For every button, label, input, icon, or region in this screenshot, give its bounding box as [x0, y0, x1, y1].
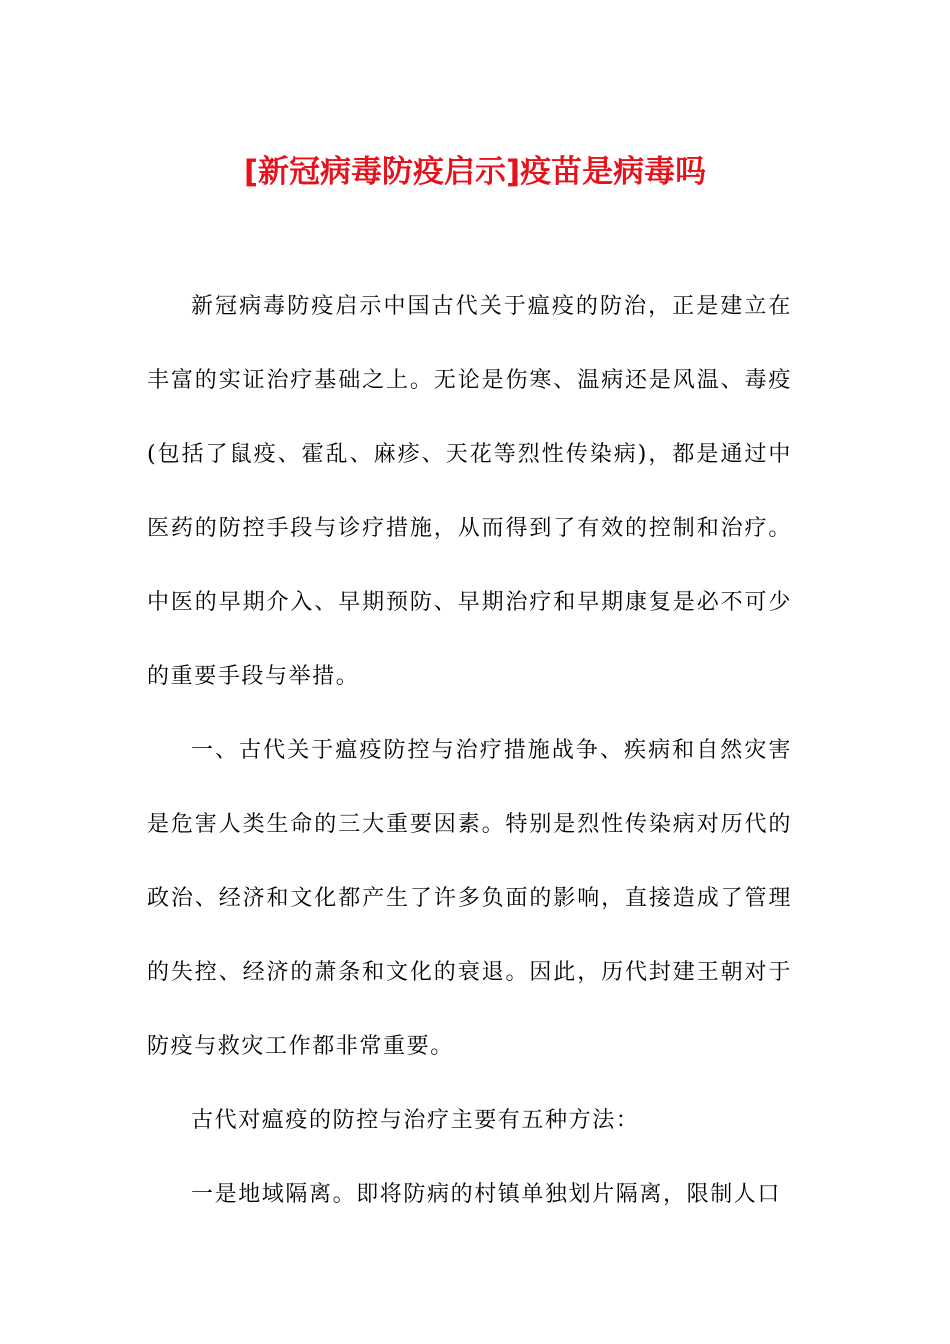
paragraph: 古代对瘟疫的防控与治疗主要有五种方法：	[191, 1108, 640, 1133]
paragraph: 新冠病毒防疫启示中国古代关于瘟疫的防治，正是建立在丰富的实证治疗基础之上。无论是伤寒、温病还是风温、毒疫(包括了鼠疫、霍乱、麻疹、天花等烈性传染病)，都是通过中医药的防控手段与诊疗措施，从而得到了有效的控制和治疗。中医的早期介入、早期预防、早期治疗和早期康复是必不可少的重要手段与举措。	[147, 294, 792, 689]
paragraph: 一是地域隔离。即将防病的村镇单独划片隔离，限制人口	[191, 1182, 782, 1207]
paragraph: 一、古代关于瘟疫防控与治疗措施战争、疾病和自然灾害是危害人类生命的三大重要因素。特别是烈性传染病对历代的政治、经济和文化都产生了许多负面的影响，直接造成了管理的失控、经济的萧条和文化的衰退。因此，历代封建王朝对于防疫与救灾工作都非常重要。	[147, 738, 792, 1059]
document-body	[147, 270, 792, 1232]
document-title: [新冠病毒防疫启示]疫苗是病毒吗	[243, 154, 707, 190]
